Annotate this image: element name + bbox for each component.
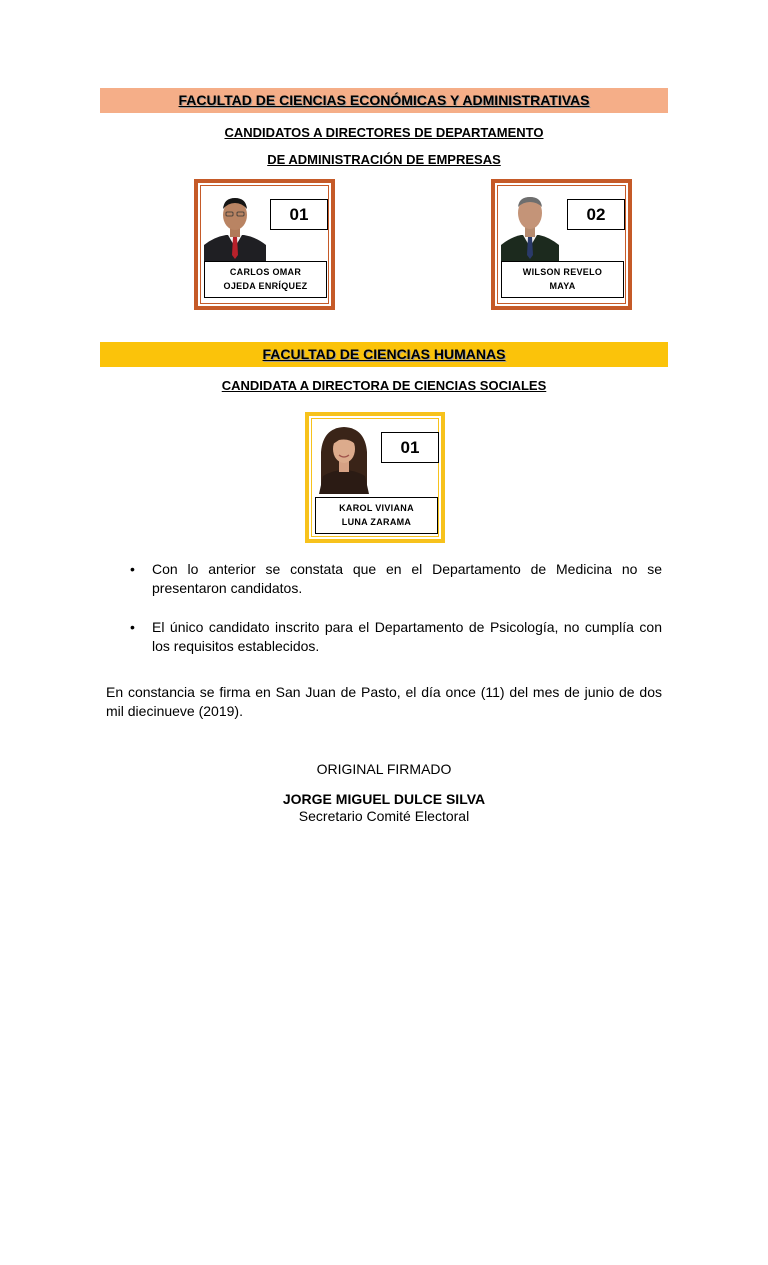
female-portrait-icon: [315, 422, 373, 494]
section-heading-line1: CANDIDATA A DIRECTORA DE CIENCIAS SOCIALES: [221, 378, 547, 393]
bullet-icon: •: [130, 619, 135, 635]
candidate-name-line2: MAYA: [549, 281, 576, 291]
note-text: Con lo anterior se constata que en el Departamento de Medicina no se presentaron candidatos.: [152, 561, 662, 596]
candidate-number: 01: [270, 199, 328, 230]
notes-list: [106, 560, 662, 676]
male-portrait-icon: [204, 189, 266, 261]
list-item: [106, 618, 662, 656]
note-text: El único candidato inscrito para el Departamento de Psicología, no cumplía con los requisitos establecidos.: [152, 619, 662, 654]
faculty-band-economicas: FACULTAD DE CIENCIAS ECONÓMICAS Y ADMINISTRATIVAS: [100, 88, 668, 113]
candidate-name-line2: OJEDA ENRÍQUEZ: [223, 281, 308, 291]
candidate-photo: [204, 189, 266, 261]
candidate-number: 02: [567, 199, 625, 230]
signatory-name: JORGE MIGUEL DULCE SILVA: [282, 791, 486, 807]
candidate-card-luna: [305, 412, 445, 543]
candidate-name-line2: LUNA ZARAMA: [341, 517, 412, 527]
bullet-icon: •: [130, 561, 135, 577]
candidate-photo: [315, 422, 373, 494]
candidate-card-revelo: [491, 179, 632, 310]
male-portrait-icon: [501, 189, 559, 261]
closing-paragraph: En constancia se firma en San Juan de Pasto, el día once (11) del mes de junio de dos mil diecinueve (2019).: [106, 684, 662, 719]
signature-status: ORIGINAL FIRMADO: [316, 761, 452, 777]
candidate-name-line1: KAROL VIVIANA: [339, 503, 414, 513]
candidate-card-ojeda: [194, 179, 335, 310]
candidate-photo: [501, 189, 559, 261]
signatory-role: Secretario Comité Electoral: [298, 808, 470, 824]
candidate-number: 01: [381, 432, 439, 463]
candidate-name: [501, 261, 624, 298]
candidate-name: [204, 261, 327, 298]
faculty-band-humanas: FACULTAD DE CIENCIAS HUMANAS: [100, 342, 668, 367]
list-item: [106, 560, 662, 598]
candidate-name: [315, 497, 438, 534]
section-heading-line1: CANDIDATOS A DIRECTORES DE DEPARTAMENTO: [224, 125, 544, 140]
section-heading-line2: DE ADMINISTRACIÓN DE EMPRESAS: [267, 152, 501, 167]
candidate-name-line1: WILSON REVELO: [522, 267, 603, 277]
candidate-name-line1: CARLOS OMAR: [229, 267, 302, 277]
